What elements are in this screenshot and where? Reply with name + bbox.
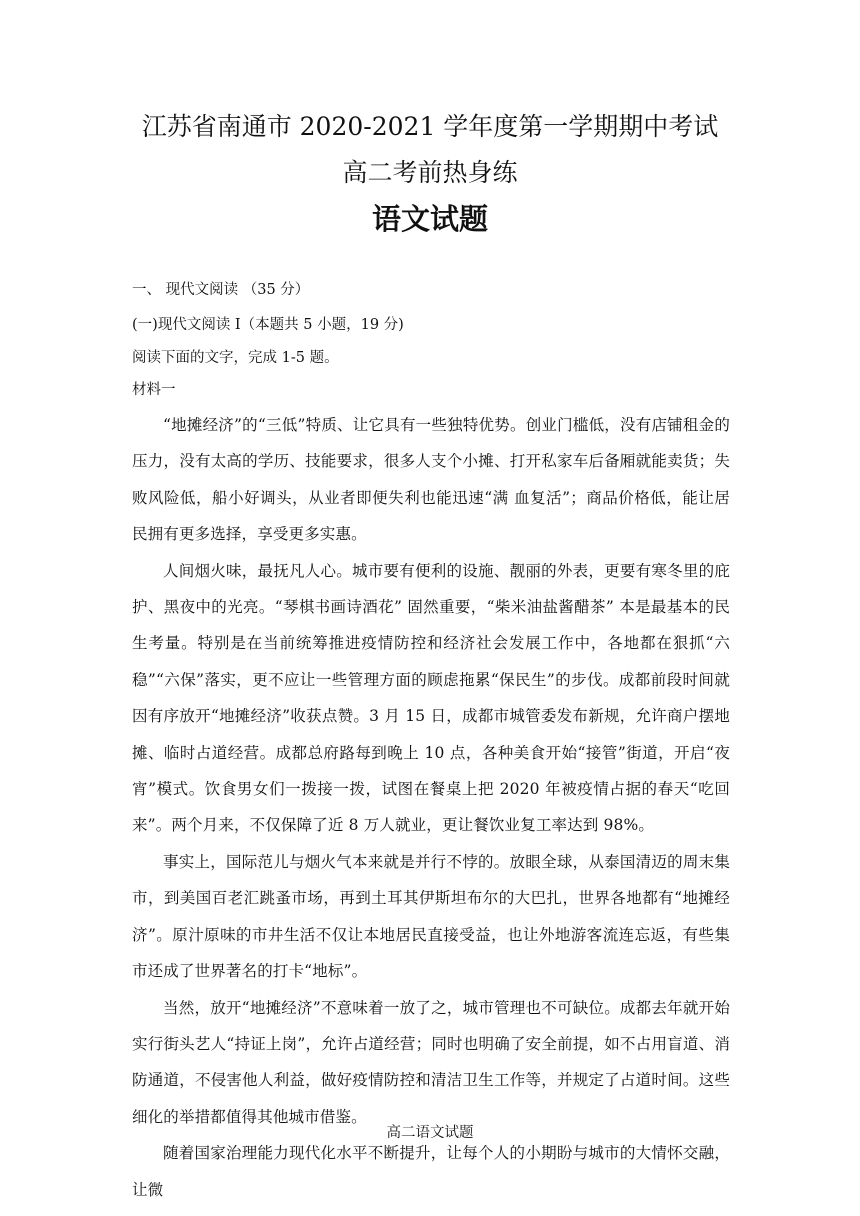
reading-instruction: 阅读下面的文字，完成 1-5 题。 [132, 350, 339, 366]
article-paragraph: 当然，放开“地摊经济”不意味着一放了之，城市管理也不可缺位。成都去年就开始实行街头艺人“持证上岗”，允许占道经营；同时也明确了安全前提，如不占用盲道、消防通道，不侵害他人利益，做好疫情防控和清洁卫生工作等，并规定了占道时间。这些细化的举措都值得其他城市借鉴。 [132, 998, 730, 1126]
exam-subtitle: 高二考前热身练 [342, 158, 518, 187]
subject-title: 语文试题 [371, 202, 488, 236]
article-paragraph: 随着国家治理能力现代化水平不断提升，让每个人的小期盼与城市的大情怀交融，让微 [132, 1144, 730, 1199]
section-heading: 一、 现代文阅读 （35 分） [132, 282, 310, 298]
article-paragraph: “地摊经济”的“三低”特质、让它具有一些独特优势。创业门槛低，没有店铺租金的压力，没有太高的学历、技能要求，很多人支个小摊、打开私家车后备厢就能卖货；失败风险低，船小好调头，从业者即便失利也能迅速“满 血复活”；商品价格低，能让居民拥有更多选择，享受更多实惠。 [132, 416, 730, 544]
material-label: 材料一 [132, 382, 176, 398]
exam-title: 江苏省南通市 2020-2021 学年度第一学期期中考试 [141, 112, 719, 141]
article-paragraph: 人间烟火味，最抚凡人心。城市要有便利的设施、靓丽的外表，更要有寒冬里的庇护、黑夜中的光亮。“琴棋书画诗酒花” 固然重要，“柴米油盐酱醋茶” 本是最基本的民生考量。特别是在当前统筹推进疫情防控和经济社会发展工作中，各地都在狠抓“六稳”“六保”落实，更不应让一些管理方面的顾虑拖累“保民生”的步伐。成都前段时间就因有序放开“地摊经济”收获点赞。3 月 15 日，成都市城管委发布新规，允许商户摆地摊、临时占道经营。成都总府路每到晚上 10 点，各种美食开始“接管”街道，开启“夜宵”模式。饮食男女们一拨接一拨，试图在餐桌上把 2020 年被疫情占据的春天“吃回来”。两个月来，不仅保障了近 8 万人就业，更让餐饮业复工率达到 98%。 [132, 561, 730, 835]
part-heading: (一)现代文阅读 I（本题共 5 小题，19 分) [132, 317, 404, 333]
article-paragraph: 事实上，国际范儿与烟火气本来就是并行不悖的。放眼全球，从泰国清迈的周末集市，到美国百老汇跳蚤市场，再到土耳其伊斯坦布尔的大巴扎，世界各地都有“地摊经济”。原汁原味的市井生活不仅让本地居民直接受益，也让外地游客流连忘返，有些集市还成了世界著名的打卡“地标”。 [132, 852, 730, 981]
article-body [132, 407, 730, 1208]
page-footer: 高二语文试题 [386, 1125, 474, 1141]
